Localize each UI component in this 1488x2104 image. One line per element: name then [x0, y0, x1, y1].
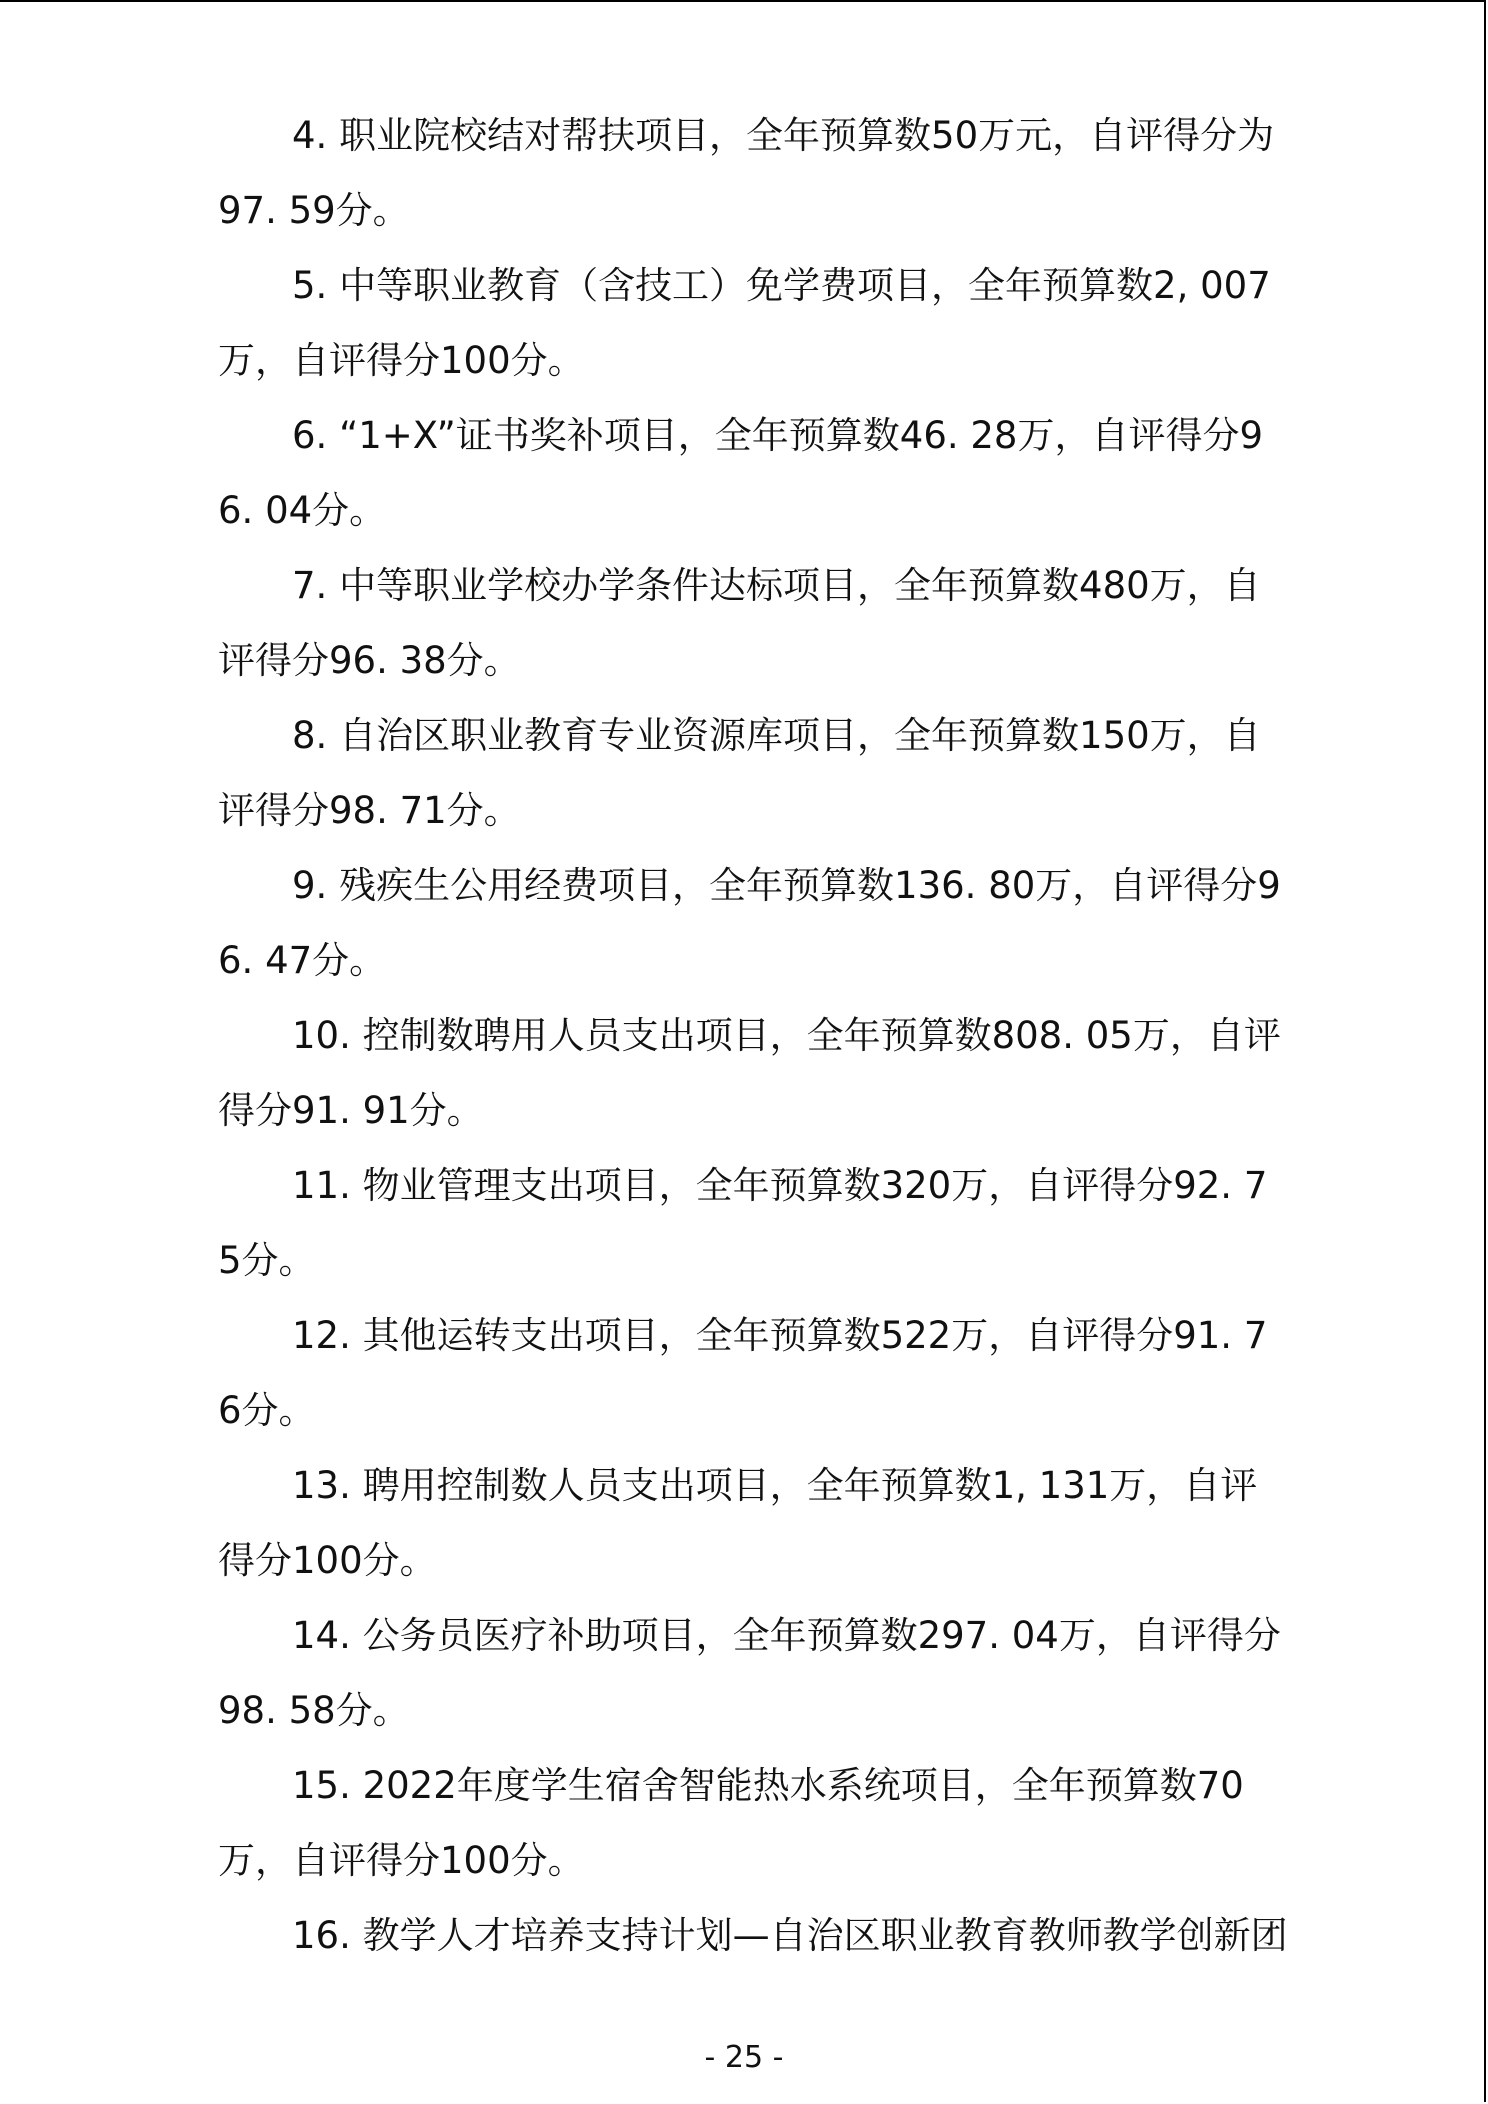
paragraph-item-14: 14. 公务员医疗补助项目，全年预算数297. 04万，自评得分98. 58分。 — [218, 1614, 1281, 1732]
paragraph-item-12: 12. 其他运转支出项目，全年预算数522万，自评得分91. 76分。 — [218, 1314, 1268, 1432]
paragraph-item-10: 10. 控制数聘用人员支出项目，全年预算数808. 05万，自评得分91. 91分。 — [218, 1014, 1281, 1132]
paragraph-item-13: 13. 聘用控制数人员支出项目，全年预算数1, 131万，自评得分100分。 — [218, 1464, 1258, 1582]
paragraph-item-7: 7. 中等职业学校办学条件达标项目，全年预算数480万，自评得分96. 38分。 — [218, 564, 1261, 682]
page-number: - 25 - — [704, 2040, 784, 2075]
document-body — [218, 98, 1290, 1973]
paragraph-item-11: 11. 物业管理支出项目，全年预算数320万，自评得分92. 75分。 — [218, 1164, 1268, 1282]
paragraph-item-4: 4. 职业院校结对帮扶项目，全年预算数50万元，自评得分为97. 59分。 — [218, 114, 1275, 232]
paragraph-item-8: 8. 自治区职业教育专业资源库项目，全年预算数150万，自评得分98. 71分。 — [218, 714, 1261, 832]
paragraph-item-9: 9. 残疾生公用经费项目，全年预算数136. 80万，自评得分96. 47分。 — [218, 864, 1281, 982]
paragraph-item-5: 5. 中等职业教育（含技工）免学费项目，全年预算数2, 007万，自评得分100分。 — [218, 264, 1271, 382]
paragraph-item-15: 15. 2022年度学生宿舍智能热水系统项目，全年预算数70万，自评得分100分。 — [218, 1764, 1244, 1882]
paragraph-item-16: 16. 教学人才培养支持计划—自治区职业教育教师教学创新团 — [292, 1914, 1288, 1957]
paragraph-item-6: 6. “1+X”证书奖补项目，全年预算数46. 28万，自评得分96. 04分。 — [218, 414, 1264, 532]
